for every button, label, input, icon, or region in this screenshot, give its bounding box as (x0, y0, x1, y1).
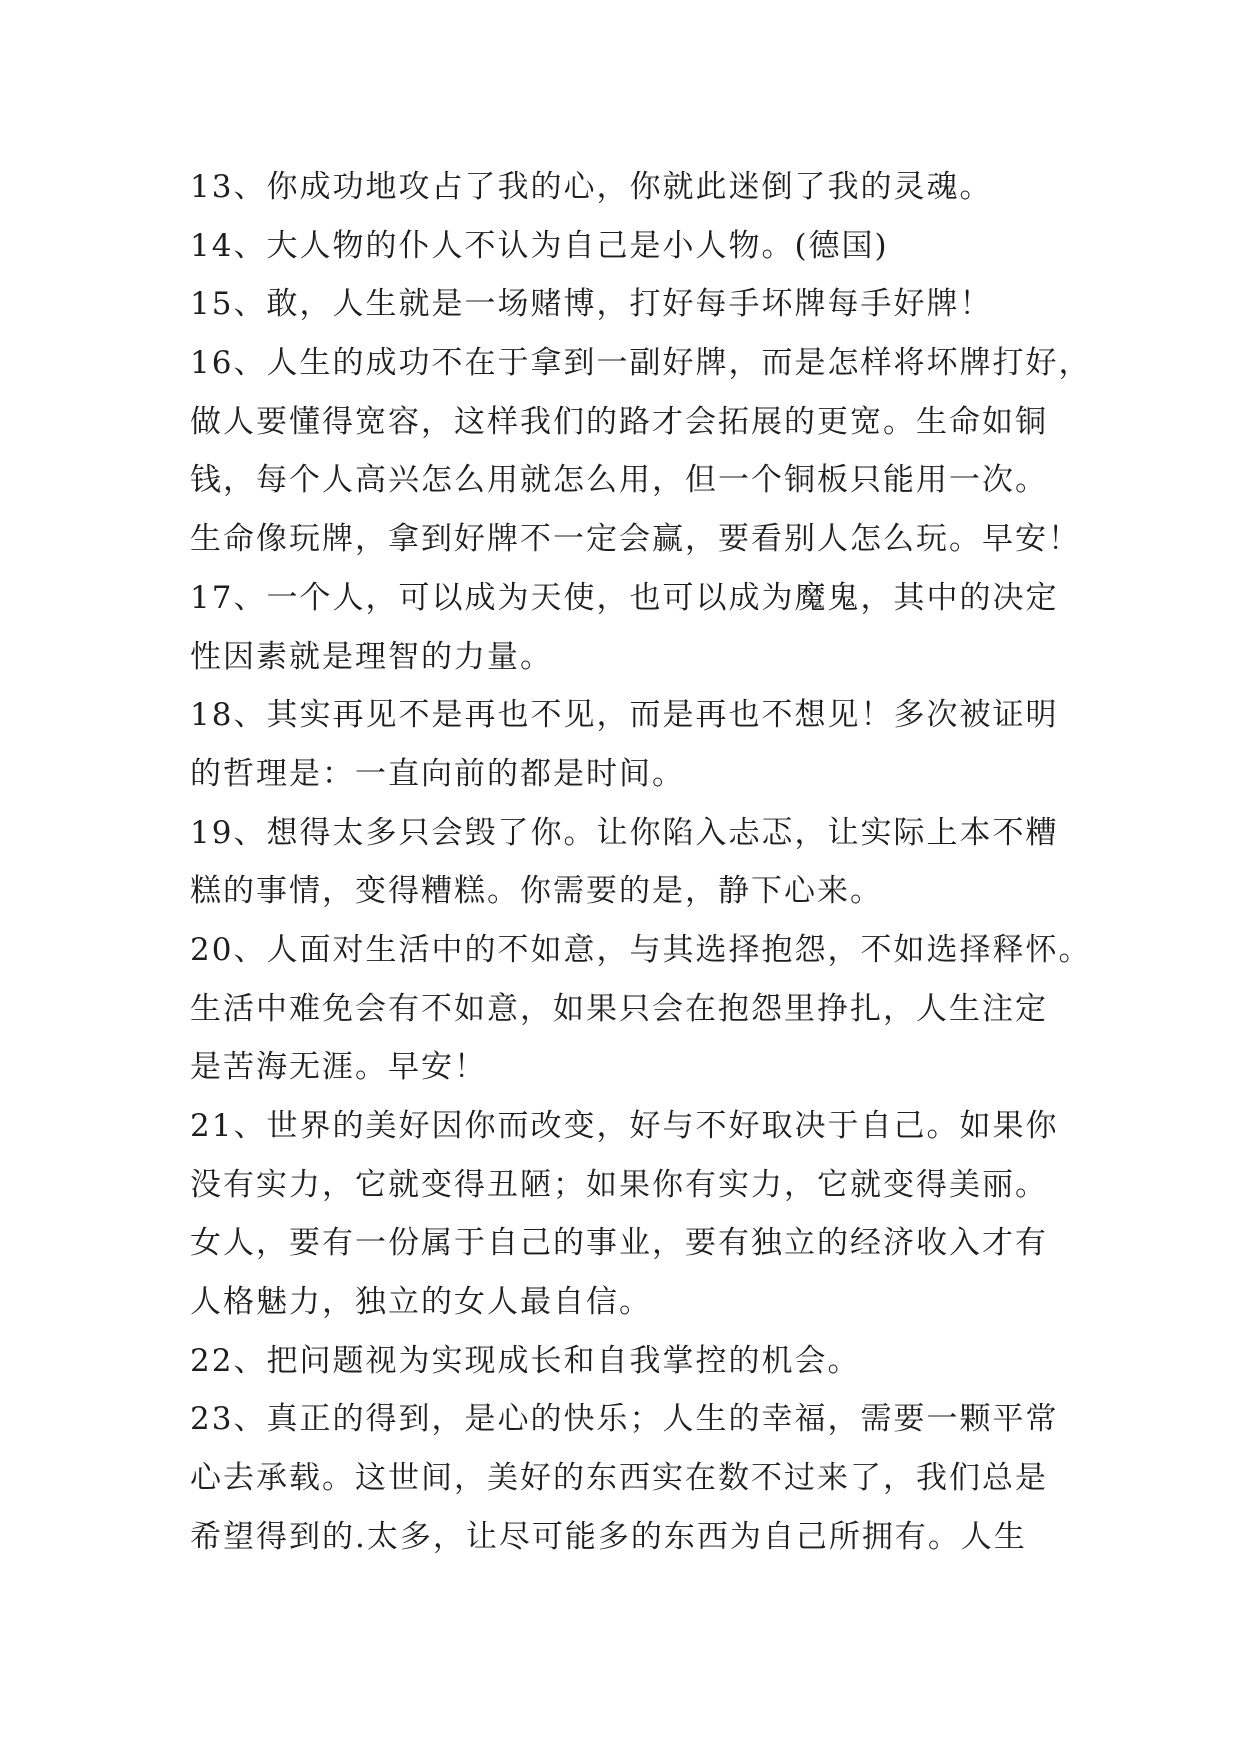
text-line: 21、世界的美好因你而改变，好与不好取决于自己。如果你 (190, 1108, 1059, 1144)
text-line: 22、把问题视为实现成长和自我掌控的机会。 (190, 1342, 861, 1379)
text-line: 性因素就是理智的力量。 (190, 638, 553, 675)
text-line: 做人要懂得宽容，这样我们的路才会拓展的更宽。生命如铜 (190, 403, 1048, 440)
text-line: 17、一个人，可以成为天使，也可以成为魔鬼，其中的决定 (190, 579, 1059, 616)
text-line: 女人，要有一份属于自己的事业，要有独立的经济收入才有 (190, 1225, 1048, 1262)
text-line: 糕的事情，变得糟糕。你需要的是，静下心来。 (190, 873, 883, 910)
text-line: 15、敢，人生就是一场赌博，打好每手坏牌每手好牌！ (190, 286, 993, 323)
document-body (190, 158, 1092, 1567)
text-line: 生活中难免会有不如意，如果只会在抱怨里挣扎，人生注定 (190, 990, 1048, 1027)
text-line: 的哲理是：一直向前的都是时间。 (190, 755, 685, 792)
text-line: 13、你成功地攻占了我的心，你就此迷倒了我的灵魂。 (190, 169, 993, 205)
text-line: 是苦海无涯。早安！ (190, 1049, 487, 1086)
text-line: 心去承载。这世间，美好的东西实在数不过来了，我们总是 (190, 1460, 1048, 1497)
text-line: 生命像玩牌，拿到好牌不一定会赢，要看别人怎么玩。早安！ (190, 521, 1081, 558)
text-line: 没有实力，它就变得丑陋；如果你有实力，它就变得美丽。 (190, 1166, 1048, 1203)
text-line: 希望得到的.太多，让尽可能多的东西为自己所拥有。人生 (190, 1518, 1027, 1555)
text-line: 14、大人物的仆人不认为自己是小人物。(德国) (190, 227, 889, 264)
text-line: 16、人生的成功不在于拿到一副好牌，而是怎样将坏牌打好， (190, 345, 1092, 382)
text-line: 23、真正的得到，是心的快乐；人生的幸福，需要一颗平常 (190, 1401, 1059, 1438)
text-line: 18、其实再见不是再也不见，而是再也不想见！多次被证明 (190, 697, 1059, 734)
text-line: 19、想得太多只会毁了你。让你陷入忐忑，让实际上本不糟 (190, 814, 1059, 851)
text-line: 钱，每个人高兴怎么用就怎么用，但一个铜板只能用一次。 (190, 462, 1048, 499)
text-line: 人格魅力，独立的女人最自信。 (190, 1284, 652, 1321)
text-line: 20、人面对生活中的不如意，与其选择抱怨，不如选择释怀。 (190, 931, 1092, 968)
